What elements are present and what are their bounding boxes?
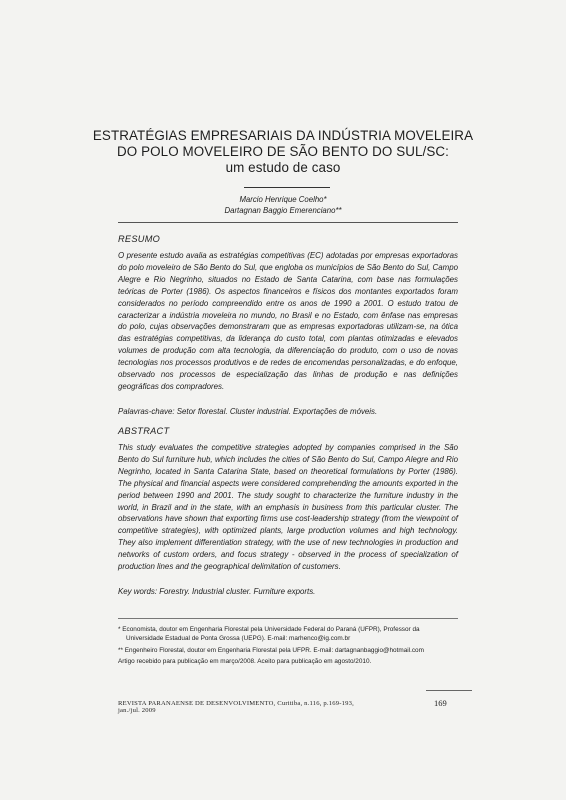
footnote-2: ** Engenheiro Florestal, doutor em Engenharia Florestal pela UFPR. E-mail: dartagnanbaggio@hotmail.com bbox=[118, 647, 424, 654]
author-1: Marcio Henrique Coelho* bbox=[239, 195, 327, 204]
resumo-heading: RESUMO bbox=[118, 234, 161, 244]
abstract-body: This study evaluates the competitive strategies adopted by companies comprised in the São Bento do Sul furniture hub, which includes the cities of São Bento do Sul, Campo Alegre and Rio Negrinho, located in Santa Catarina State, based on theoretical formulations by Porter (1986). The physical and financial aspects were considered comprehending the amounts exported in the period between 1990 and 2001. The study sought to characterize the furniture industry in the world, in Brazil and in the state, with an emphasis in business from this particular cluster. The observations have shown that exporting firms use cost-leadership strategy (from the viewpoint of competitive strategies), with optimized plants, large production volumes and high technology. They also implement differentiation strategy, with the use of new technologies in production and networks of custom orders, and focus strategy - observed in the process of specialization of production lines and the geographical delimitation of customers. bbox=[118, 443, 458, 572]
title-line-2: DO POLO MOVELEIRO DE SÃO BENTO DO SUL/SC: bbox=[117, 144, 449, 159]
title-subtitle: um estudo de caso bbox=[225, 160, 341, 175]
footnote-divider bbox=[118, 618, 458, 619]
abstract-heading: ABSTRACT bbox=[118, 426, 170, 436]
title-line-1: ESTRATÉGIAS EMPRESARIAIS DA INDÚSTRIA MOVELEIRA bbox=[92, 128, 474, 143]
article-title bbox=[60, 128, 506, 176]
footnote-1 bbox=[118, 625, 458, 643]
author-list bbox=[120, 194, 446, 216]
page-number: 169 bbox=[434, 698, 447, 708]
abstract-keywords: Key words: Forestry. Industrial cluster. Furniture exports. bbox=[118, 587, 316, 596]
footnote-1-line-1: * Economista, doutor em Engenharia Florestal pela Universidade Federal do Paraná (UFPR), Professor da bbox=[118, 626, 420, 633]
received-note: Artigo recebido para publicação em março/2008. Aceito para publicação em agosto/2010. bbox=[118, 658, 372, 665]
header-divider bbox=[118, 222, 458, 223]
title-divider bbox=[244, 187, 330, 188]
page-number-rule bbox=[426, 690, 472, 691]
journal-footer: REVISTA PARANAENSE DE DESENVOLVIMENTO, Curitiba, n.116, p.169-193, jan./jul. 2009 bbox=[118, 700, 355, 714]
resumo-keywords: Palavras-chave: Setor florestal. Cluster industrial. Exportações de móveis. bbox=[118, 407, 378, 416]
resumo-body: O presente estudo avalia as estratégias competitivas (EC) adotadas por empresas exportadoras do polo moveleiro de São Bento do Sul, que engloba os municípios de São Bento do Sul, Campo Alegre e Rio Negrinho, situados no Estado de Santa Catarina, com base nas formulações teóricas de Porter (1986). Os aspectos financeiros e físicos dos montantes exportados foram considerados no período compreendido entre os anos de 1990 a 2001. O estudo tratou de caracterizar a indústria moveleira no mundo, no Brasil e no Estado, com ênfase nas empresas do polo, cujas observações demonstraram que as empresas exportadoras utilizam-se, na ótica das estratégias competitivas, da liderança do custo total, com plantas otimizadas e elevados volumes de produção com alta tecnologia, da diferenciação do produto, com o uso de novas tecnologias nos processos produtivos e de redes de encomendas personalizadas, e do enfoque, observado nos processos de especialização das linhas de produção e nas definições geográficas dos compradores. bbox=[118, 251, 458, 391]
author-2: Dartagnan Baggio Emerenciano** bbox=[224, 206, 342, 215]
footnote-1-line-2: Universidade Estadual de Ponta Grossa (UEPG). E-mail: marhenco@ig.com.br bbox=[126, 635, 351, 643]
